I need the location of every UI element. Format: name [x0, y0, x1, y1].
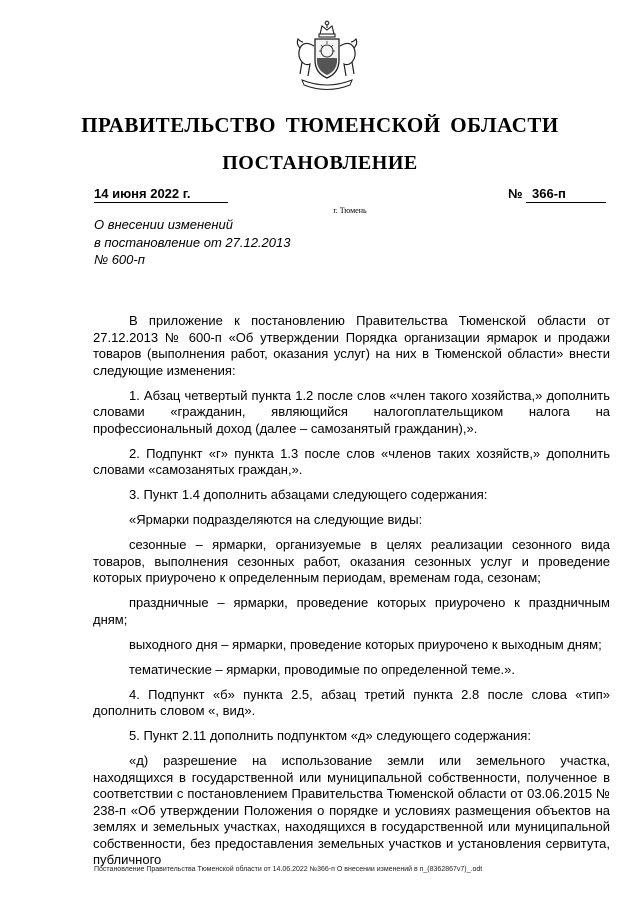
- body-paragraph: «Ярмарки подразделяются на следующие виды:: [129, 512, 423, 527]
- body-paragraph: 4. Подпункт «б» пункта 2.5, абзац третий пункта 2.8 после слова «тип» дополнить словом «, вид».: [93, 686, 610, 718]
- subject-line: О внесении изменений: [94, 217, 233, 232]
- coat-of-arms-icon: [288, 18, 366, 96]
- subject-line: в постановление от 27.12.2013: [94, 234, 291, 250]
- document-body: [93, 313, 610, 877]
- document-footer: Постановление Правительства Тюменской области от 14.06.2022 №366-п О внесении изменений в п_(8362867v7)_.odt: [94, 866, 483, 873]
- body-paragraph: 5. Пункт 2.11 дополнить подпунктом «д» следующего содержания:: [129, 728, 531, 743]
- document-city: г. Тюмень: [333, 206, 367, 215]
- body-paragraph: тематические – ярмарки, проводимые по определенной теме.».: [129, 661, 515, 677]
- organization-title: ПРАВИТЕЛЬСТВО ТЮМЕНСКОЙ ОБЛАСТИ: [81, 113, 559, 137]
- document-date: 14 июня 2022 г.: [94, 186, 228, 203]
- body-paragraph: 1. Абзац четвертый пункта 1.2 после слов «член такого хозяйства,» дополнить словами «гражданин, являющийся налогоплательщиком налога на профессиональный доход (далее – самозанятый гражданин),».: [93, 387, 610, 436]
- body-paragraph: праздничные – ярмарки, проведение которых приурочено к праздничным дням;: [93, 595, 610, 627]
- document-type-title: ПОСТАНОВЛЕНИЕ: [222, 152, 418, 174]
- document-number: 366-п: [526, 186, 606, 203]
- body-paragraph: «д) разрешение на использование земли или земельного участка, находящихся в государственной или муниципальной собственности, полученное в соответствии с постановлением Правительства Тюменской области от 03.06.2015 № 238-п «Об утверждении Положения о порядке и условиях размещения объектов на землях и земельных участках, находящихся в государственной или муниципальной собственности, без предоставления земельных участков и установления сервитута, публичного: [93, 753, 610, 867]
- body-paragraph: сезонные – ярмарки, организуемые в целях реализации сезонного вида товаров, выполнения сезонных работ, оказания сезонных услуг и проведение которых приурочено к определенным периодам, временам года, сезонам;: [93, 537, 610, 585]
- body-paragraph: 3. Пункт 1.4 дополнить абзацами следующего содержания:: [129, 487, 488, 502]
- body-paragraph: выходного дня – ярмарки, проведение которых приурочено к выходным дням;: [129, 636, 602, 652]
- subject-line: № 600-п: [94, 252, 145, 267]
- document-subject: [94, 216, 334, 269]
- body-paragraph: В приложение к постановлению Правительства Тюменской области от 27.12.2013 № 600-п «Об утверждении Порядка организации ярмарок и продажи товаров (выполнения работ, оказания услуг) на них в Тюменской области» внести следующие изменения:: [93, 313, 610, 378]
- document-number-label: №: [508, 186, 523, 201]
- body-paragraph: 2. Подпункт «г» пункта 1.3 после слов «членов таких хозяйств,» дополнить словами «самозанятых граждан,».: [93, 445, 610, 477]
